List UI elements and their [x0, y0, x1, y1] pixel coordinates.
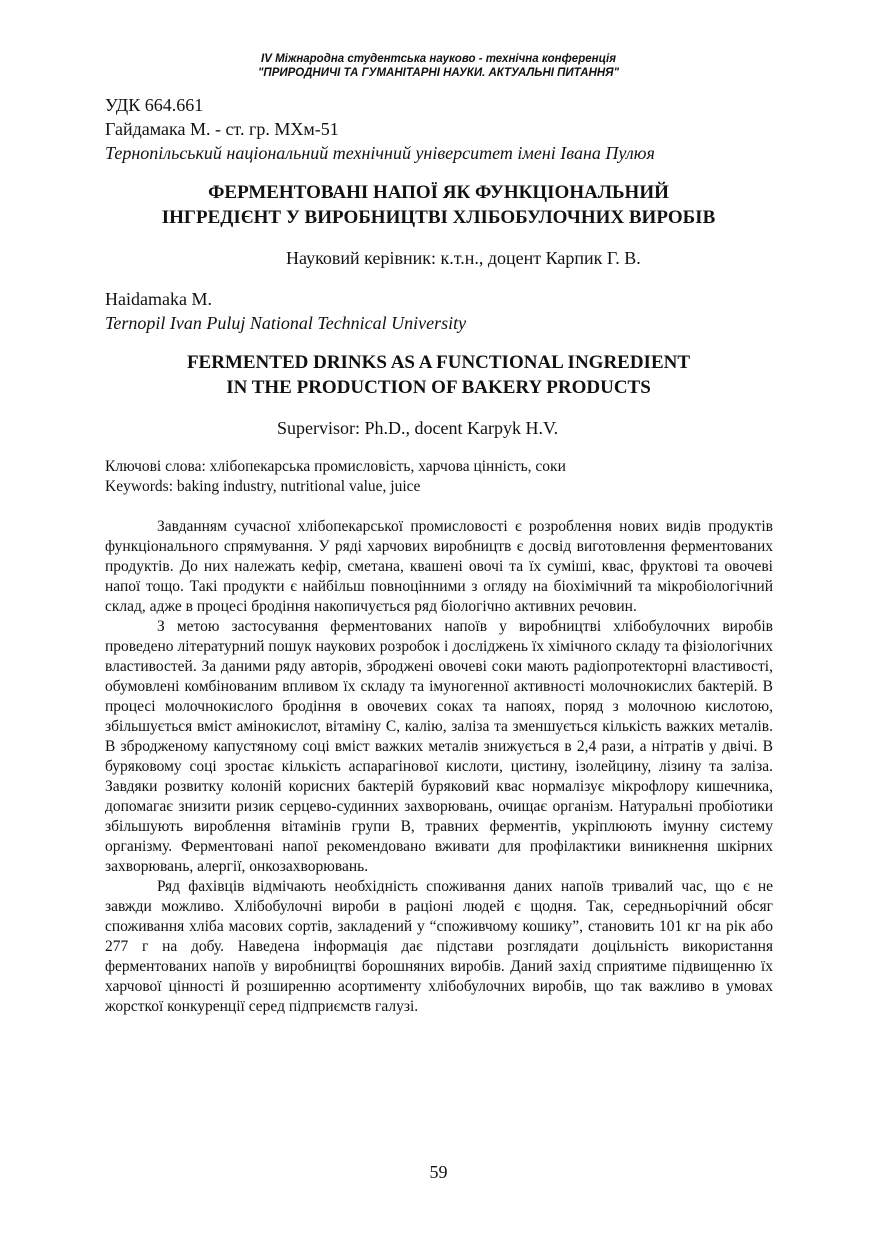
title-ua — [0, 180, 877, 230]
supervisor-en: Supervisor: Ph.D., docent Karpyk H.V. — [277, 418, 559, 438]
affiliation-ua: Тернопільський національний технічний університет імені Івана Пулюя — [105, 143, 655, 163]
affiliation-en: Ternopil Ivan Puluj National Technical University — [105, 313, 467, 333]
supervisor-ua: Науковий керівник: к.т.н., доцент Карпик Г. В. — [286, 248, 641, 268]
conference-line-2: "ПРИРОДНИЧІ ТА ГУМАНІТАРНІ НАУКИ. АКТУАЛЬНІ ПИТАННЯ" — [257, 67, 620, 79]
paragraph-3: Ряд фахівців відмічають необхідність споживання даних напоїв тривалий час, що є не завжди можливо. Хлібобулочні вироби в раціоні людей є щодня. Так, середньорічний обсяг споживання хліба масових сортів, закладений у “споживчому кошику”, становить 101 кг на рік або 277 г на добу. Наведена інформація дає підстави розглядати доцільність використання ферментованих напоїв у виробництві борошняних виробів. Даний захід сприятиме підвищенню їх харчової цінності й розширенню асортименту хлібобулочних виробів, що так важливо в умовах жорсткої конкуренції серед підприємств галузі. — [105, 878, 773, 1015]
keywords-en: Keywords: baking industry, nutritional value, juice — [105, 478, 421, 495]
title-en-line-2: IN THE PRODUCTION OF BAKERY PRODUCTS — [226, 377, 651, 398]
author-ua: Гайдамака М. - ст. гр. МХм-51 — [105, 119, 339, 139]
title-en-line-1: FERMENTED DRINKS AS A FUNCTIONAL INGREDIENT — [186, 352, 691, 373]
paragraph-2: З метою застосування ферментованих напоїв у виробництві хлібобулочних виробів проведено літературний пошук наукових розробок і досліджень їх хімічного складу та фізіологічних властивостей. За даними ряду авторів, зброджені овочеві соки мають радіопротекторні властивості, обумовлені комбінованим впливом їх складу та імуногенної активності молочнокислих бактерій. В процесі молочнокислого бродіння в овочевих соках та напоях, поряд з молочною кислотою, збільшується вміст амінокислот, вітаміну С, калію, заліза та зменшується кількість важких металів. В збродженому капустяному соці вміст важких металів знижується в 2,4 рази, а нітратів у двічі. В буряковому соці зростає кількість аспарагінової кислоти, цистину, ізолейцину, лізину та заліза. Завдяки розвитку колоній корисних бактерій буряковий квас нормалізує мікрофлору кишечника, допомагає знизити ризик серцево-судинних захворювань, очищає організм. Натуральні пробіотики збільшують вироблення вітамінів групи В, травних ферментів, укріплюють імунну систему організму. Ферментовані напої рекомендовано вживати для профілактики виникнення шкірних захворювань, алергії, онкозахворювань. — [105, 618, 773, 875]
conference-header — [0, 52, 877, 80]
conference-line-1: IV Міжнародна студентська науково - технічна конференція — [261, 53, 616, 65]
page-number: 59 — [429, 1162, 448, 1182]
author-en: Haidamaka M. — [105, 289, 212, 309]
udk-code: УДК 664.661 — [105, 95, 204, 115]
title-en — [0, 350, 877, 400]
title-ua-line-1: ФЕРМЕНТОВАНІ НАПОЇ ЯК ФУНКЦІОНАЛЬНИЙ — [208, 182, 669, 203]
keywords-ua: Ключові слова: хлібопекарська промисловість, харчова цінність, соки — [105, 458, 566, 475]
title-ua-line-2: ІНГРЕДІЄНТ У ВИРОБНИЦТВІ ХЛІБОБУЛОЧНИХ ВИРОБІВ — [161, 207, 716, 228]
paragraph-1: Завданням сучасної хлібопекарської промисловості є розроблення нових видів продуктів функціонального спрямування. У ряді харчових виробництв є досвід виготовлення ферментованих продуктів. До них належать кефір, сметана, квашені овочі та їх суміші, квас, фруктові та овочеві напої тощо. Такі продукти є найбільш повноцінними з огляду на біохімічний та мікробіологічний склад, адже в процесі бродіння накопичується ряд біологічно активних речовин. — [105, 518, 773, 615]
article-body — [105, 517, 773, 1017]
